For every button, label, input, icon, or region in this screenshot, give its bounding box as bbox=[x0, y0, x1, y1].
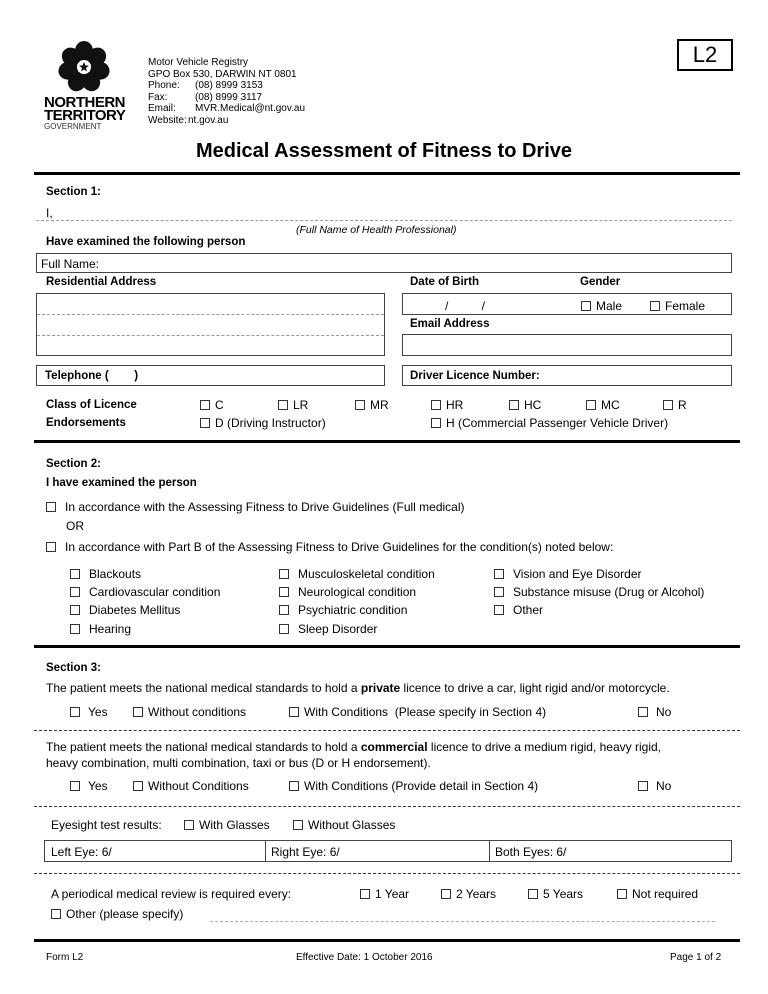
checkbox-icon[interactable] bbox=[70, 624, 80, 634]
no-label: No bbox=[656, 779, 672, 793]
checkbox-icon[interactable] bbox=[46, 542, 56, 552]
condition-substance[interactable] bbox=[494, 585, 704, 599]
examined-heading: Have examined the following person bbox=[46, 236, 246, 248]
checkbox-icon[interactable] bbox=[70, 569, 80, 579]
commercial-text-pre: The patient meets the national medical standards to hold a bbox=[46, 740, 361, 754]
class-mr-option[interactable] bbox=[355, 398, 389, 412]
section1-rule bbox=[34, 440, 740, 443]
dashed-divider bbox=[34, 806, 740, 807]
right-eye-field[interactable] bbox=[265, 841, 490, 861]
checkbox-icon[interactable] bbox=[278, 400, 288, 410]
address-line-1 bbox=[37, 314, 384, 315]
phone-label: Phone: bbox=[148, 80, 180, 91]
private-word: private bbox=[360, 681, 401, 695]
commercial-yes-option[interactable] bbox=[70, 779, 108, 793]
checkbox-icon[interactable] bbox=[663, 400, 673, 410]
logo-text-government: GOVERNMENT bbox=[44, 122, 102, 131]
condition-label: Blackouts bbox=[89, 567, 142, 581]
checkbox-icon[interactable] bbox=[650, 301, 660, 311]
email-label: Email: bbox=[148, 103, 176, 114]
checkbox-icon[interactable] bbox=[360, 889, 370, 899]
i-label: I, bbox=[46, 206, 53, 220]
checkbox-icon[interactable] bbox=[494, 587, 504, 597]
full-name-field[interactable] bbox=[36, 253, 732, 273]
condition-other[interactable] bbox=[494, 603, 543, 617]
checkbox-icon[interactable] bbox=[184, 820, 194, 830]
with-conditions-label: With Conditions (Provide detail in Section 4) bbox=[304, 779, 539, 793]
condition-psychiatric[interactable] bbox=[279, 603, 407, 617]
class-r-label: R bbox=[678, 398, 687, 412]
commercial-licence-statement-line2: heavy combination, multi combination, taxi or bus (D or H endorsement). bbox=[46, 756, 431, 770]
private-text-post: licence to drive a car, light rigid and/or motorcycle. bbox=[400, 681, 670, 695]
hp-name-hint: (Full Name of Health Professional) bbox=[296, 224, 457, 236]
checkbox-icon[interactable] bbox=[617, 889, 627, 899]
private-no-option[interactable] bbox=[638, 705, 671, 719]
condition-neurological[interactable] bbox=[279, 585, 416, 599]
checkbox-icon[interactable] bbox=[200, 400, 210, 410]
logo-text-territory: TERRITORY bbox=[44, 107, 126, 124]
commercial-with-conditions-option[interactable] bbox=[289, 779, 538, 793]
condition-label: Psychiatric condition bbox=[298, 603, 408, 617]
logo-text-northern: NORTHERN bbox=[44, 94, 125, 111]
class-mr-label: MR bbox=[370, 398, 389, 412]
review-other-label: Other (please specify) bbox=[66, 907, 184, 921]
class-hc-option[interactable] bbox=[509, 398, 541, 412]
checkbox-icon[interactable] bbox=[51, 909, 61, 919]
phone-row bbox=[148, 80, 305, 92]
nt-government-logo bbox=[40, 38, 130, 133]
dob-label: Date of Birth bbox=[410, 276, 479, 288]
review-not-required-label: Not required bbox=[632, 887, 699, 901]
website-label: Website: bbox=[148, 114, 187, 126]
endorsement-h-label: H (Commercial Passenger Vehicle Driver) bbox=[446, 416, 669, 430]
top-rule bbox=[34, 172, 740, 175]
driver-licence-number-field[interactable] bbox=[402, 365, 732, 386]
dob-field[interactable] bbox=[402, 293, 732, 315]
condition-label: Cardiovascular condition bbox=[89, 585, 221, 599]
email-row bbox=[148, 103, 305, 115]
male-label: Male bbox=[596, 299, 623, 313]
fax-label: Fax: bbox=[148, 91, 168, 103]
with-conditions-label: With Conditions (Please specify in Section 4) bbox=[304, 705, 547, 719]
endorsement-h-option[interactable] bbox=[431, 416, 668, 430]
part-b-option[interactable] bbox=[46, 540, 613, 554]
checkbox-icon[interactable] bbox=[289, 781, 299, 791]
gender-female-option[interactable] bbox=[650, 299, 705, 313]
telephone-field[interactable] bbox=[36, 365, 385, 386]
commercial-text-post: licence to drive a medium rigid, heavy rigid, bbox=[427, 740, 661, 754]
website-row bbox=[148, 115, 305, 127]
footer-rule bbox=[34, 939, 740, 942]
endorsement-d-option[interactable] bbox=[200, 416, 326, 430]
page-title: Medical Assessment of Fitness to Drive bbox=[195, 140, 573, 162]
checkbox-icon[interactable] bbox=[133, 781, 143, 791]
review-other-option[interactable] bbox=[51, 907, 183, 921]
class-c-option[interactable] bbox=[200, 398, 224, 412]
checkbox-icon[interactable] bbox=[586, 400, 596, 410]
full-medical-option[interactable] bbox=[46, 500, 465, 514]
checkbox-icon[interactable] bbox=[509, 400, 519, 410]
checkbox-icon[interactable] bbox=[528, 889, 538, 899]
checkbox-icon[interactable] bbox=[46, 502, 56, 512]
private-yes-option[interactable] bbox=[70, 705, 108, 719]
female-label: Female bbox=[665, 299, 706, 313]
flower-emblem-icon bbox=[40, 38, 130, 96]
no-label: No bbox=[656, 705, 672, 719]
class-of-licence-label: Class of Licence bbox=[46, 399, 137, 411]
commercial-without-conditions-option[interactable] bbox=[133, 779, 249, 793]
class-mc-option[interactable] bbox=[586, 398, 620, 412]
with-glasses-label: With Glasses bbox=[199, 818, 270, 832]
class-c-label: C bbox=[215, 398, 224, 412]
checkbox-icon[interactable] bbox=[279, 605, 289, 615]
review-5-years-option[interactable] bbox=[528, 887, 583, 901]
driver-licence-label: Driver Licence Number: bbox=[410, 370, 540, 382]
yes-label: Yes bbox=[88, 779, 108, 793]
private-without-conditions-option[interactable] bbox=[133, 705, 246, 719]
dob-separators: / / bbox=[445, 299, 486, 313]
review-2-years-option[interactable] bbox=[441, 887, 496, 901]
checkbox-icon[interactable] bbox=[431, 418, 441, 428]
condition-vision[interactable] bbox=[494, 567, 642, 581]
full-medical-label: In accordance with the Assessing Fitness to Drive Guidelines (Full medical) bbox=[65, 500, 465, 514]
both-eyes-label: Both Eyes: 6/ bbox=[495, 845, 567, 859]
dashed-divider bbox=[34, 730, 740, 731]
or-label: OR bbox=[66, 519, 84, 533]
checkbox-icon[interactable] bbox=[279, 569, 289, 579]
left-eye-label: Left Eye: 6/ bbox=[51, 845, 112, 859]
section1-heading: Section 1: bbox=[46, 186, 101, 198]
checkbox-icon[interactable] bbox=[431, 400, 441, 410]
condition-label: Sleep Disorder bbox=[298, 622, 378, 636]
right-eye-label: Right Eye: 6/ bbox=[271, 845, 340, 859]
checkbox-icon[interactable] bbox=[638, 707, 648, 717]
private-text-pre: The patient meets the national medical standards to hold a bbox=[46, 681, 361, 695]
address-line-2 bbox=[37, 335, 384, 336]
email-address-field[interactable] bbox=[402, 334, 732, 356]
private-with-conditions-option[interactable] bbox=[289, 705, 546, 719]
fax-row bbox=[148, 92, 305, 104]
left-eye-field[interactable] bbox=[45, 841, 266, 861]
without-glasses-label: Without Glasses bbox=[308, 818, 396, 832]
condition-label: Substance misuse (Drug or Alcohol) bbox=[513, 585, 705, 599]
email-address-label: Email Address bbox=[410, 318, 490, 330]
section2-subheading: I have examined the person bbox=[46, 477, 197, 489]
class-r-option[interactable] bbox=[663, 398, 687, 412]
condition-label: Neurological condition bbox=[298, 585, 417, 599]
condition-sleep[interactable] bbox=[279, 622, 377, 636]
checkbox-icon[interactable] bbox=[289, 707, 299, 717]
condition-label: Vision and Eye Disorder bbox=[513, 567, 642, 581]
full-name-label: Full Name: bbox=[41, 257, 100, 271]
both-eyes-field[interactable] bbox=[489, 841, 731, 861]
fax-value: (08) 8999 3117 bbox=[195, 91, 263, 103]
telephone-label: Telephone ( ) bbox=[45, 370, 139, 382]
condition-label: Hearing bbox=[89, 622, 132, 636]
private-licence-statement bbox=[46, 681, 670, 695]
without-conditions-label: Without conditions bbox=[148, 705, 247, 719]
with-glasses-option[interactable] bbox=[184, 818, 270, 832]
class-lr-option[interactable] bbox=[278, 398, 308, 412]
endorsements-label: Endorsements bbox=[46, 417, 126, 429]
checkbox-icon[interactable] bbox=[133, 707, 143, 717]
checkbox-icon[interactable] bbox=[638, 781, 648, 791]
condition-blackouts[interactable] bbox=[70, 567, 141, 581]
checkbox-icon[interactable] bbox=[293, 820, 303, 830]
part-b-label: In accordance with Part B of the Assessing Fitness to Drive Guidelines for the condition(s) noted below: bbox=[65, 540, 614, 554]
dashed-divider bbox=[34, 873, 740, 874]
section3-heading: Section 3: bbox=[46, 662, 101, 674]
residential-address-label: Residential Address bbox=[46, 276, 157, 288]
class-mc-label: MC bbox=[601, 398, 620, 412]
commercial-word: commercial bbox=[360, 740, 428, 754]
gender-male-option[interactable] bbox=[581, 299, 622, 313]
checkbox-icon[interactable] bbox=[70, 781, 80, 791]
footer-page-number: Page 1 of 2 bbox=[670, 952, 722, 963]
checkbox-icon[interactable] bbox=[279, 587, 289, 597]
review-5-years-label: 5 Years bbox=[543, 887, 584, 901]
class-lr-label: LR bbox=[293, 398, 309, 412]
section2-heading: Section 2: bbox=[46, 458, 101, 470]
postal-address: GPO Box 530, DARWIN NT 0801 bbox=[148, 68, 297, 80]
review-other-field[interactable] bbox=[210, 921, 715, 922]
without-glasses-option[interactable] bbox=[293, 818, 395, 832]
condition-hearing[interactable] bbox=[70, 622, 131, 636]
residential-address-field[interactable] bbox=[36, 293, 385, 356]
form-code-box: L2 bbox=[677, 39, 733, 71]
yes-label: Yes bbox=[88, 705, 108, 719]
checkbox-icon[interactable] bbox=[70, 707, 80, 717]
checkbox-icon[interactable] bbox=[581, 301, 591, 311]
condition-label: Other bbox=[513, 603, 544, 617]
review-1-year-label: 1 Year bbox=[375, 887, 410, 901]
endorsement-d-label: D (Driving Instructor) bbox=[215, 416, 326, 430]
checkbox-icon[interactable] bbox=[279, 624, 289, 634]
review-not-required-option[interactable] bbox=[617, 887, 698, 901]
condition-diabetes[interactable] bbox=[70, 603, 180, 617]
checkbox-icon[interactable] bbox=[70, 605, 80, 615]
checkbox-icon[interactable] bbox=[70, 587, 80, 597]
condition-label: Musculoskeletal condition bbox=[298, 567, 435, 581]
review-2-years-label: 2 Years bbox=[456, 887, 497, 901]
class-hr-label: HR bbox=[446, 398, 464, 412]
checkbox-icon[interactable] bbox=[441, 889, 451, 899]
footer-effective-date: Effective Date: 1 October 2016 bbox=[296, 952, 433, 963]
checkbox-icon[interactable] bbox=[200, 418, 210, 428]
contact-block bbox=[148, 57, 305, 126]
eyesight-results-row bbox=[44, 840, 732, 862]
condition-label: Diabetes Mellitus bbox=[89, 603, 181, 617]
checkbox-icon[interactable] bbox=[494, 569, 504, 579]
commercial-licence-statement bbox=[46, 740, 661, 754]
class-hr-option[interactable] bbox=[431, 398, 463, 412]
registry-name: Motor Vehicle Registry bbox=[148, 57, 249, 68]
class-hc-label: HC bbox=[524, 398, 542, 412]
review-label: A periodical medical review is required every: bbox=[51, 887, 292, 901]
email-value[interactable]: MVR.Medical@nt.gov.au bbox=[195, 103, 306, 114]
website-value[interactable]: nt.gov.au bbox=[188, 114, 229, 126]
section2-rule bbox=[34, 645, 740, 648]
phone-value: (08) 8999 3153 bbox=[195, 80, 263, 91]
condition-musculoskeletal[interactable] bbox=[279, 567, 435, 581]
gender-label: Gender bbox=[580, 276, 621, 288]
review-1-year-option[interactable] bbox=[360, 887, 409, 901]
checkbox-icon[interactable] bbox=[494, 605, 504, 615]
health-professional-name-field[interactable] bbox=[36, 220, 732, 221]
commercial-no-option[interactable] bbox=[638, 779, 671, 793]
eyesight-label: Eyesight test results: bbox=[51, 818, 162, 832]
condition-cardiovascular[interactable] bbox=[70, 585, 220, 599]
footer-form-code: Form L2 bbox=[46, 952, 84, 963]
without-conditions-label: Without Conditions bbox=[148, 779, 249, 793]
checkbox-icon[interactable] bbox=[355, 400, 365, 410]
